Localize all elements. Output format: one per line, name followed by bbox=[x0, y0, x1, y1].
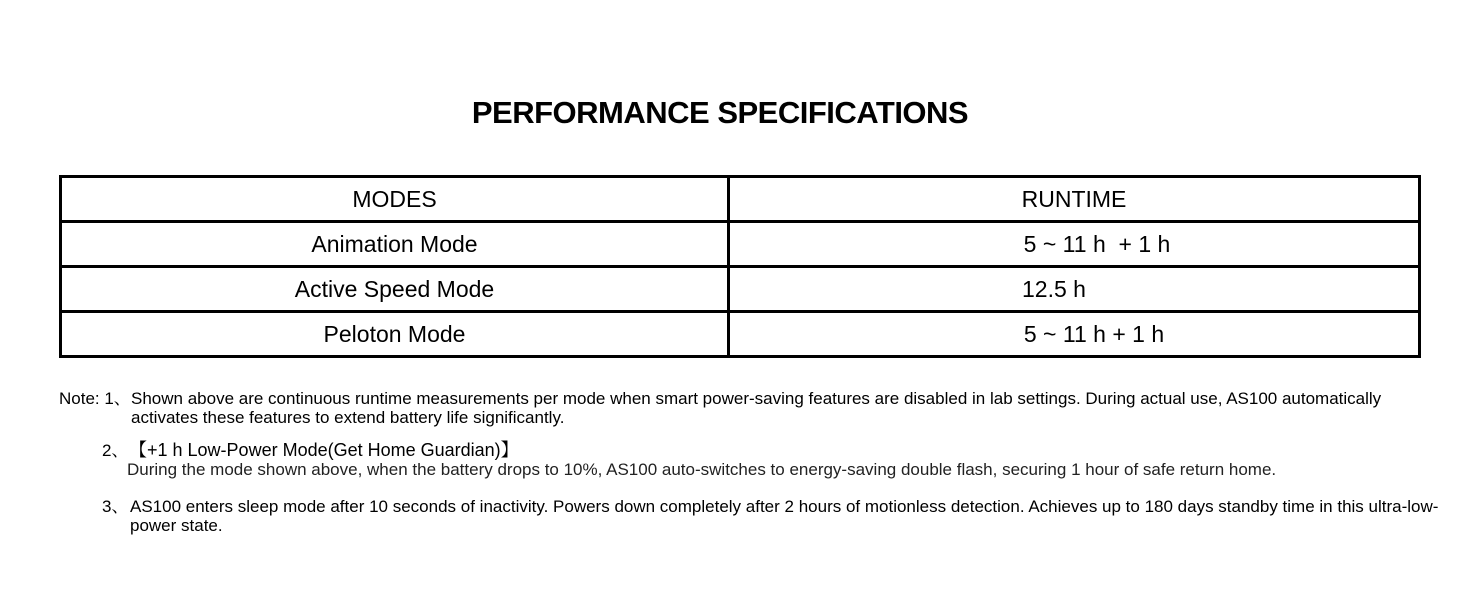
table-row bbox=[61, 267, 1420, 312]
table-row bbox=[61, 312, 1420, 357]
page-title: PERFORMANCE SPECIFICATIONS bbox=[471, 95, 969, 130]
note-1-prefix: Note: 1、 bbox=[59, 389, 131, 408]
column-header-runtime: RUNTIME bbox=[729, 177, 1420, 222]
note-2-number: 2、 bbox=[102, 441, 129, 460]
runtime-cell: 12.5 h bbox=[729, 267, 1420, 312]
mode-cell: Active Speed Mode bbox=[61, 267, 729, 312]
note-2 bbox=[59, 441, 1449, 479]
table-row bbox=[61, 222, 1420, 267]
column-header-modes: MODES bbox=[61, 177, 729, 222]
note-1-text: Shown above are continuous runtime measurements per mode when smart power-saving features are disabled in lab settings. During actual use, AS100 automatically activates these features to extend battery life significantly. bbox=[131, 389, 1382, 427]
specifications-table bbox=[59, 175, 1421, 358]
note-3-text: AS100 enters sleep mode after 10 seconds of inactivity. Powers down completely after 2 hours of motionless detection. Achieves up to 180 days standby time in this ultra-low-power state. bbox=[130, 497, 1439, 535]
note-1 bbox=[59, 389, 1449, 427]
mode-cell: Animation Mode bbox=[61, 222, 729, 267]
table-header-row bbox=[61, 177, 1420, 222]
note-3 bbox=[59, 497, 1449, 535]
note-2-text: During the mode shown above, when the battery drops to 10%, AS100 auto-switches to energy-saving double flash, securing 1 hour of safe return home. bbox=[127, 460, 1277, 479]
note-2-heading: 【+1 h Low-Power Mode(Get Home Guardian)】 bbox=[129, 440, 519, 460]
runtime-cell: 5 ~ 11 h + 1 h bbox=[729, 222, 1420, 267]
notes-section bbox=[59, 389, 1449, 535]
note-3-number: 3、 bbox=[102, 497, 129, 516]
mode-cell: Peloton Mode bbox=[61, 312, 729, 357]
runtime-cell: 5 ~ 11 h + 1 h bbox=[729, 312, 1420, 357]
